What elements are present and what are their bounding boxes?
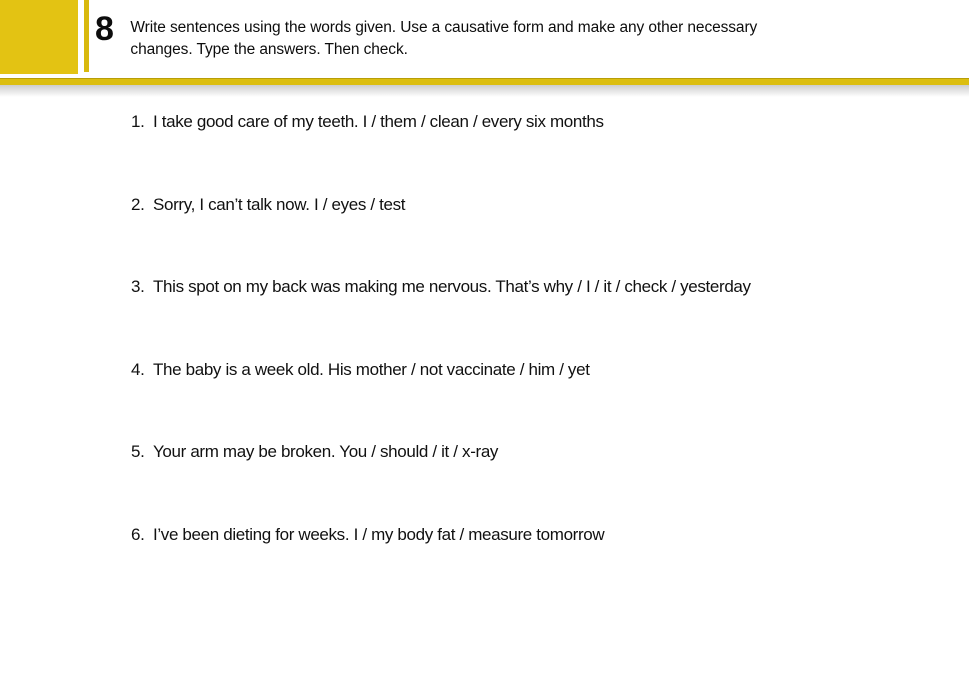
list-item (131, 441, 949, 463)
item-number: 6. (131, 524, 145, 544)
item-number: 1. (131, 112, 145, 131)
corner-accent-square (0, 0, 78, 74)
list-item (131, 359, 949, 381)
exercise-number: 8 (95, 10, 114, 48)
item-number: 3. (131, 277, 145, 296)
item-number: 4. (131, 359, 145, 379)
exercise-list (131, 111, 949, 606)
item-text: I’ve been dieting for weeks. I / my body fat / measure tomorrow (153, 524, 605, 544)
list-item (131, 276, 949, 298)
list-item (131, 111, 949, 133)
instructions-line-2: changes. Type the answers. Then check. (130, 41, 408, 58)
list-item (131, 194, 949, 216)
item-text: I take good care of my teeth. I / them / clean / every six months (153, 112, 604, 131)
header-vertical-rule (84, 0, 89, 72)
item-text: Sorry, I can’t talk now. I / eyes / test (153, 194, 406, 214)
exercise-header (95, 0, 969, 61)
instructions-line-1: Write sentences using the words given. Use a causative form and make any other necessary (130, 19, 758, 36)
item-text: Your arm may be broken. You / should / it / x-ray (153, 442, 499, 461)
list-item (131, 524, 949, 546)
item-text: The baby is a week old. His mother / not vaccinate / him / yet (153, 359, 590, 379)
divider-shadow (0, 85, 969, 97)
exercise-instructions (130, 0, 757, 61)
item-number: 2. (131, 194, 145, 214)
item-number: 5. (131, 442, 145, 461)
item-text: This spot on my back was making me nervous. That’s why / I / it / check / yesterday (153, 277, 751, 296)
